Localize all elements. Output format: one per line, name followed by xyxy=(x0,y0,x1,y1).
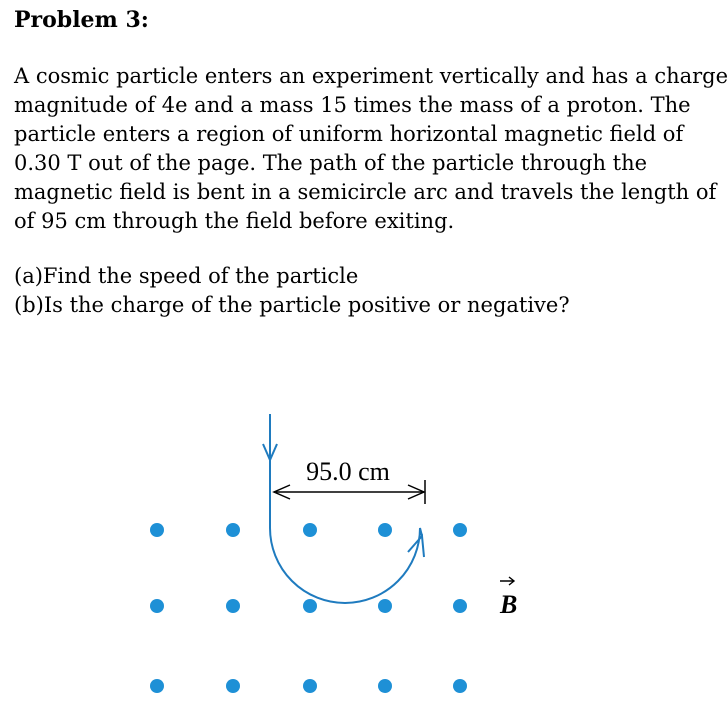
field-label: B xyxy=(500,590,518,619)
question-b: (b)Is the charge of the particle positive or negative? xyxy=(14,293,570,317)
field-dot xyxy=(303,599,317,613)
particle-path xyxy=(270,414,422,603)
question-list xyxy=(14,262,714,320)
statement-line: of 95 cm through the field before exiting. xyxy=(14,209,455,233)
problem-statement xyxy=(14,62,728,236)
field-dot xyxy=(453,679,467,693)
field-dot xyxy=(226,679,240,693)
field-dot xyxy=(226,599,240,613)
statement-line: 0.30 T out of the page. The path of the particle through the xyxy=(14,151,648,175)
field-dot xyxy=(378,523,392,537)
statement-line: A cosmic particle enters an experiment vertically and has a charge xyxy=(14,64,728,88)
magnetic-field-figure xyxy=(0,400,728,716)
statement-line: particle enters a region of uniform horizontal magnetic field of xyxy=(14,122,684,146)
figure-svg xyxy=(0,400,728,716)
problem-title: Problem 3: xyxy=(14,7,149,33)
field-dot xyxy=(378,599,392,613)
field-dots xyxy=(150,523,467,693)
field-dot xyxy=(226,523,240,537)
question-a: (a)Find the speed of the particle xyxy=(14,264,359,288)
field-dot xyxy=(453,523,467,537)
statement-line: magnitude of 4e and a mass 15 times the mass of a proton. The xyxy=(14,93,691,117)
field-dot xyxy=(303,679,317,693)
field-dot xyxy=(453,599,467,613)
field-dot xyxy=(150,599,164,613)
field-vector-label xyxy=(499,577,517,619)
field-dot xyxy=(303,523,317,537)
field-dot xyxy=(150,679,164,693)
field-dot xyxy=(378,679,392,693)
dimension-label: 95.0 cm xyxy=(306,457,390,486)
field-dot xyxy=(150,523,164,537)
statement-line: magnetic field is bent in a semicircle arc and travels the length of xyxy=(14,180,717,204)
